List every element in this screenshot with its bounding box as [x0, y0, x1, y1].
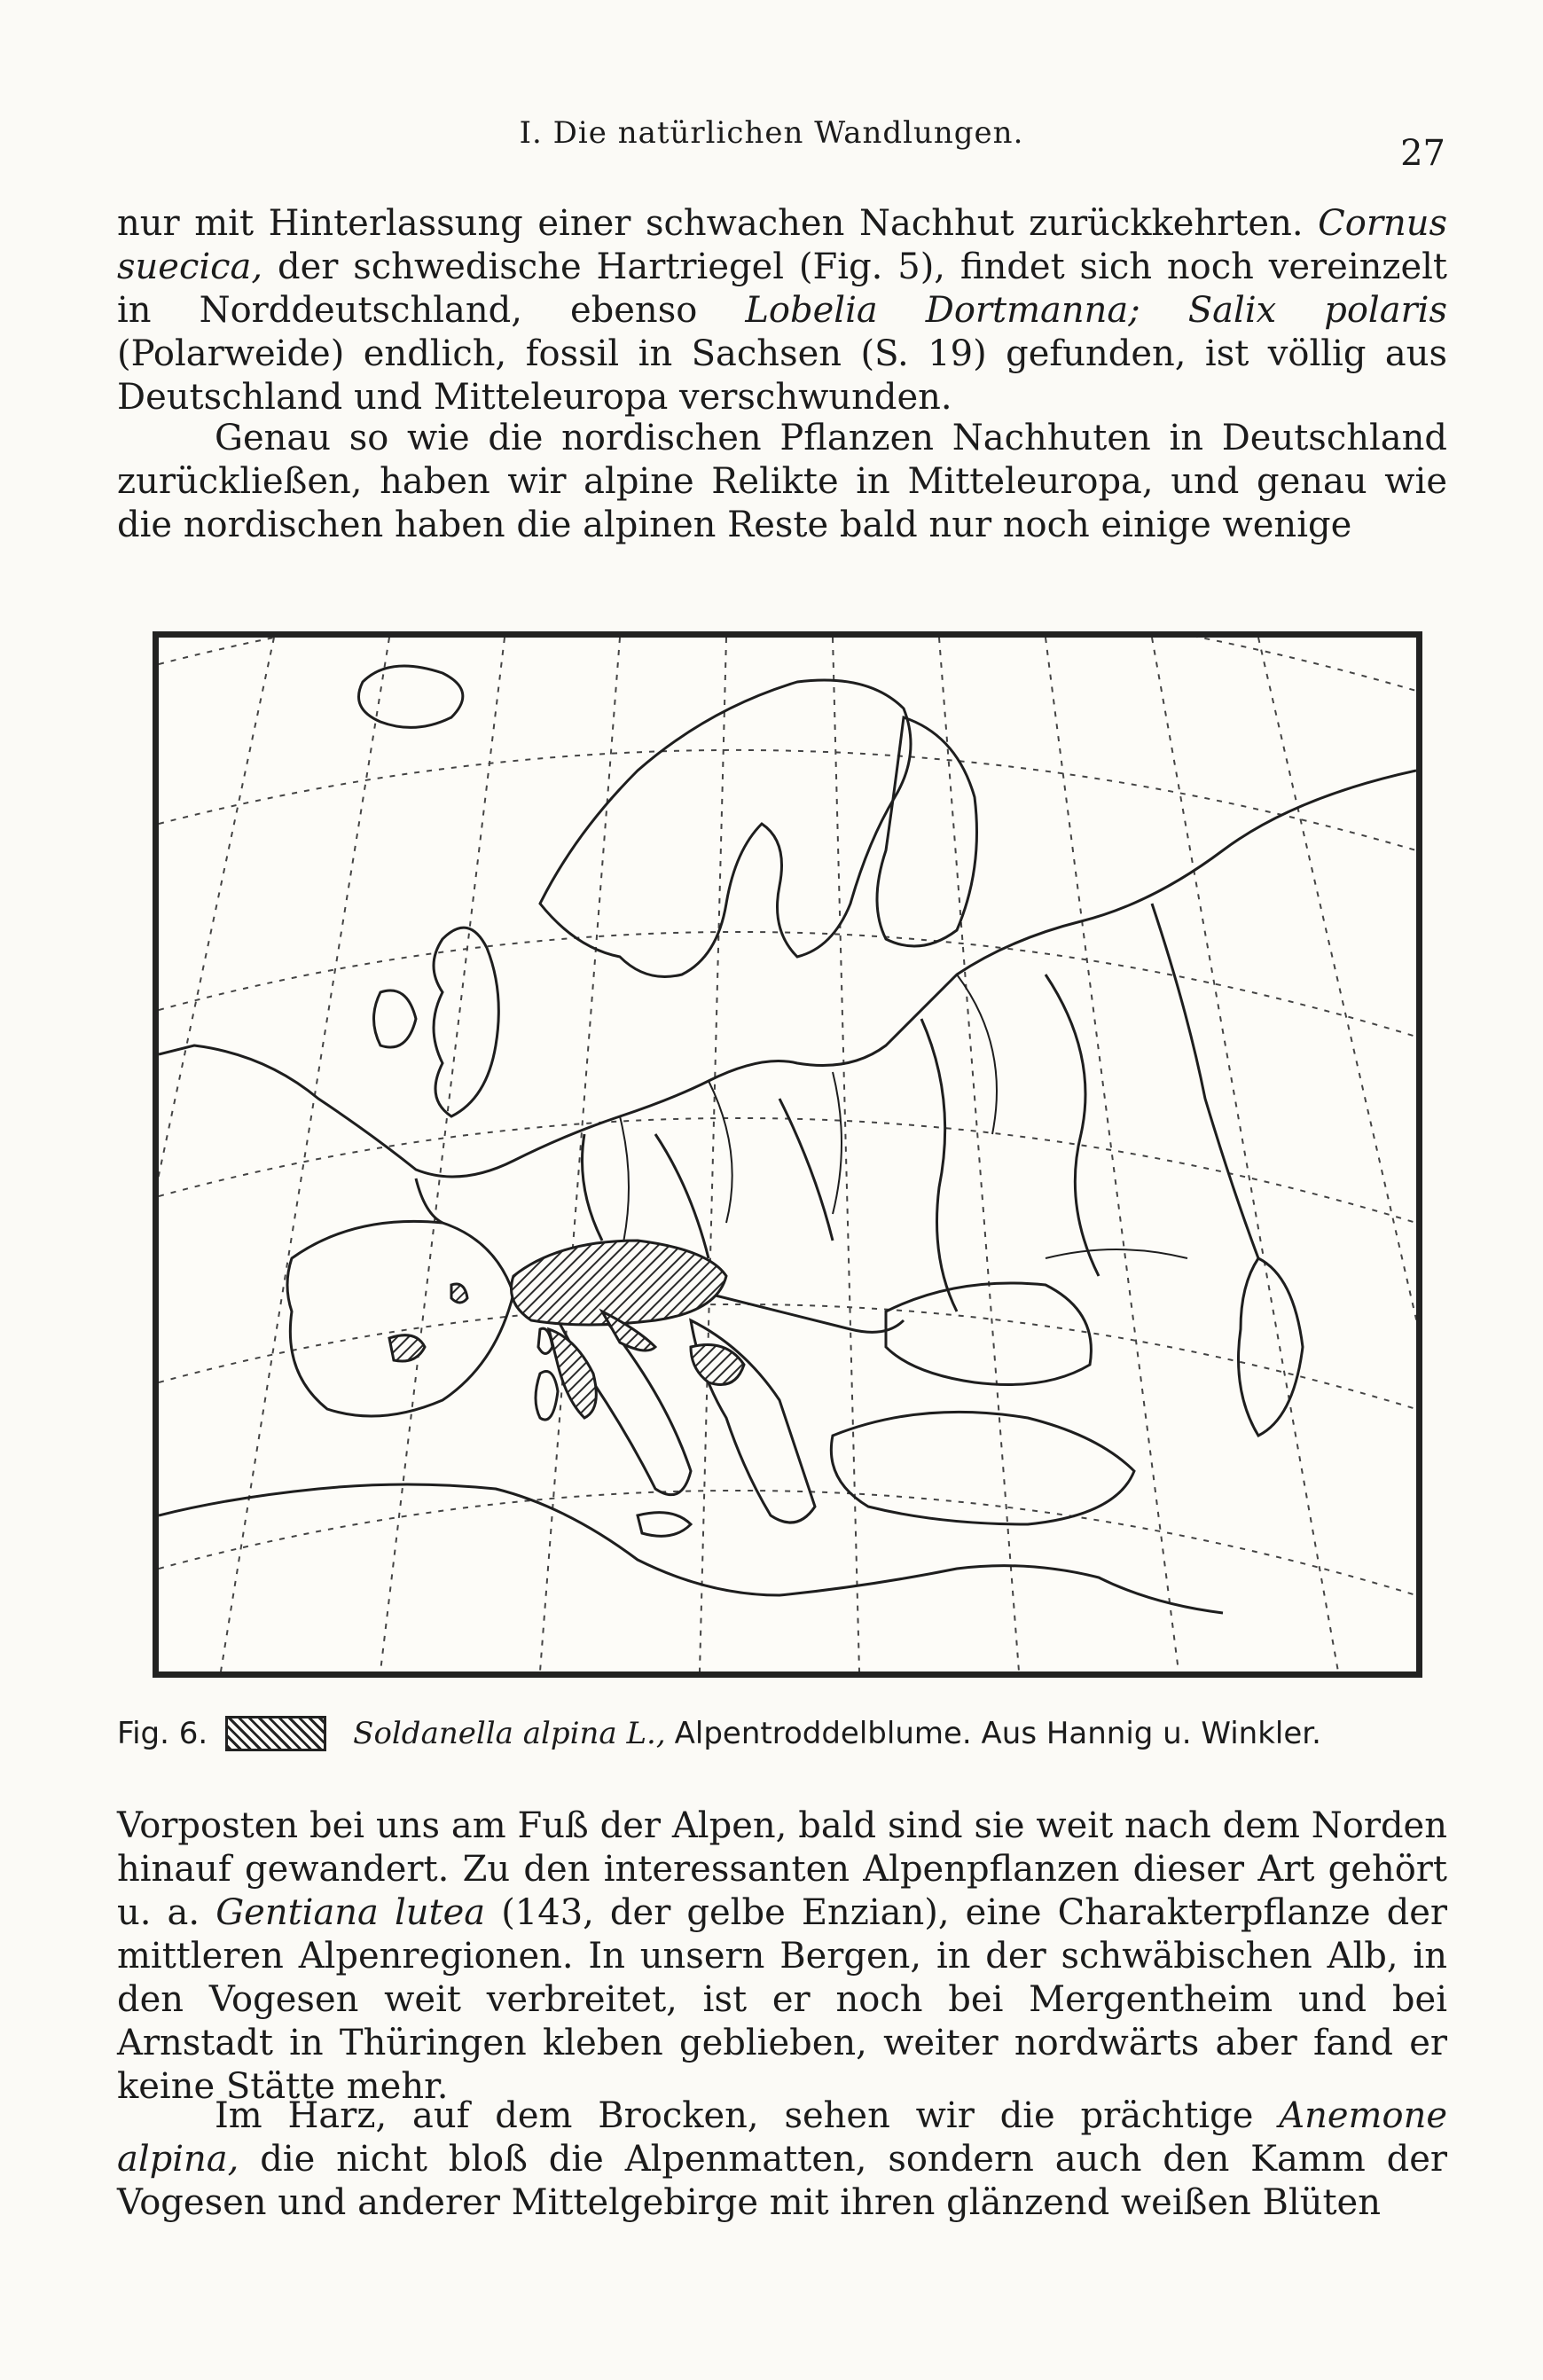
species-name: Gentiana lutea: [215, 1892, 486, 1933]
distribution-areas: [389, 1241, 744, 1418]
text-run: nur mit Hinterlassung einer schwachen Nachhut zurückkehrten.: [117, 203, 1319, 244]
figure-label: Fig. 6.: [117, 1716, 208, 1751]
text-run: Vorposten bei uns am Fuß der Alpen, bald sind sie weit nach dem Norden hinauf gewandert. Zu den interessanten Alpenpflanzen dieser Art gehört u. a.: [117, 1805, 1447, 1933]
running-head: I. Die natürlichen Wandlungen.: [519, 115, 1024, 151]
paragraph-3: [117, 1805, 1447, 2109]
figure-caption: [117, 1716, 1447, 1751]
text-run: die nicht bloß die Alpenmatten, sondern auch den Kamm der Vogesen und anderer Mittelgebirge mit ihren glänzend weißen Blüten: [117, 2139, 1447, 2223]
figure-map: [153, 631, 1422, 1678]
coastlines: [159, 666, 1416, 1613]
page-number: 27: [1400, 133, 1445, 174]
paragraph-4: [117, 2094, 1447, 2225]
text-run: der schwedische Hartriegel (Fig. 5), findet sich noch vereinzelt in Norddeutschland, ebenso: [117, 247, 1447, 331]
caption-text: Alpentroddelblume. Aus Hannig u. Winkler.: [674, 1716, 1321, 1751]
text-run: Genau so wie die nordischen Pflanzen Nachhuten in Deutschland zurückließen, haben wir alpine Relikte in Mitteleuropa, und genau wie die nordischen haben die alpinen Reste bald nur noch einige wenige: [117, 418, 1447, 545]
europe-map-icon: [159, 638, 1416, 1671]
text-run: (Polarweide) endlich, fossil in Sachsen (S. 19) gefunden, ist völlig aus Deutschland und Mitteleuropa verschwunden.: [117, 333, 1447, 418]
species-name: Anemone alpina,: [117, 2095, 1447, 2180]
text-run: Im Harz, auf dem Brocken, sehen wir die prächtige: [215, 2095, 1280, 2136]
hatch-legend-icon: [225, 1716, 326, 1751]
species-name: Cornus suecica,: [117, 203, 1447, 287]
text-run: (143, der gelbe Enzian), eine Charakterpflanze der mittleren Alpenregionen. In unsern Bergen, in der schwäbischen Alb, in den Vogesen weit verbreitet, ist er noch bei Mergentheim und bei Arnstadt in Thüringen kleben geblieben, weiter nordwärts aber fand er keine Stätte mehr.: [117, 1892, 1448, 2107]
graticule-meridians: [159, 638, 1416, 1671]
caption-species: Soldanella alpina L.,: [353, 1716, 666, 1751]
paragraph-1: [117, 202, 1447, 419]
paragraph-2: [117, 417, 1447, 547]
species-name: Lobelia Dortmanna; Salix polaris: [745, 290, 1447, 331]
